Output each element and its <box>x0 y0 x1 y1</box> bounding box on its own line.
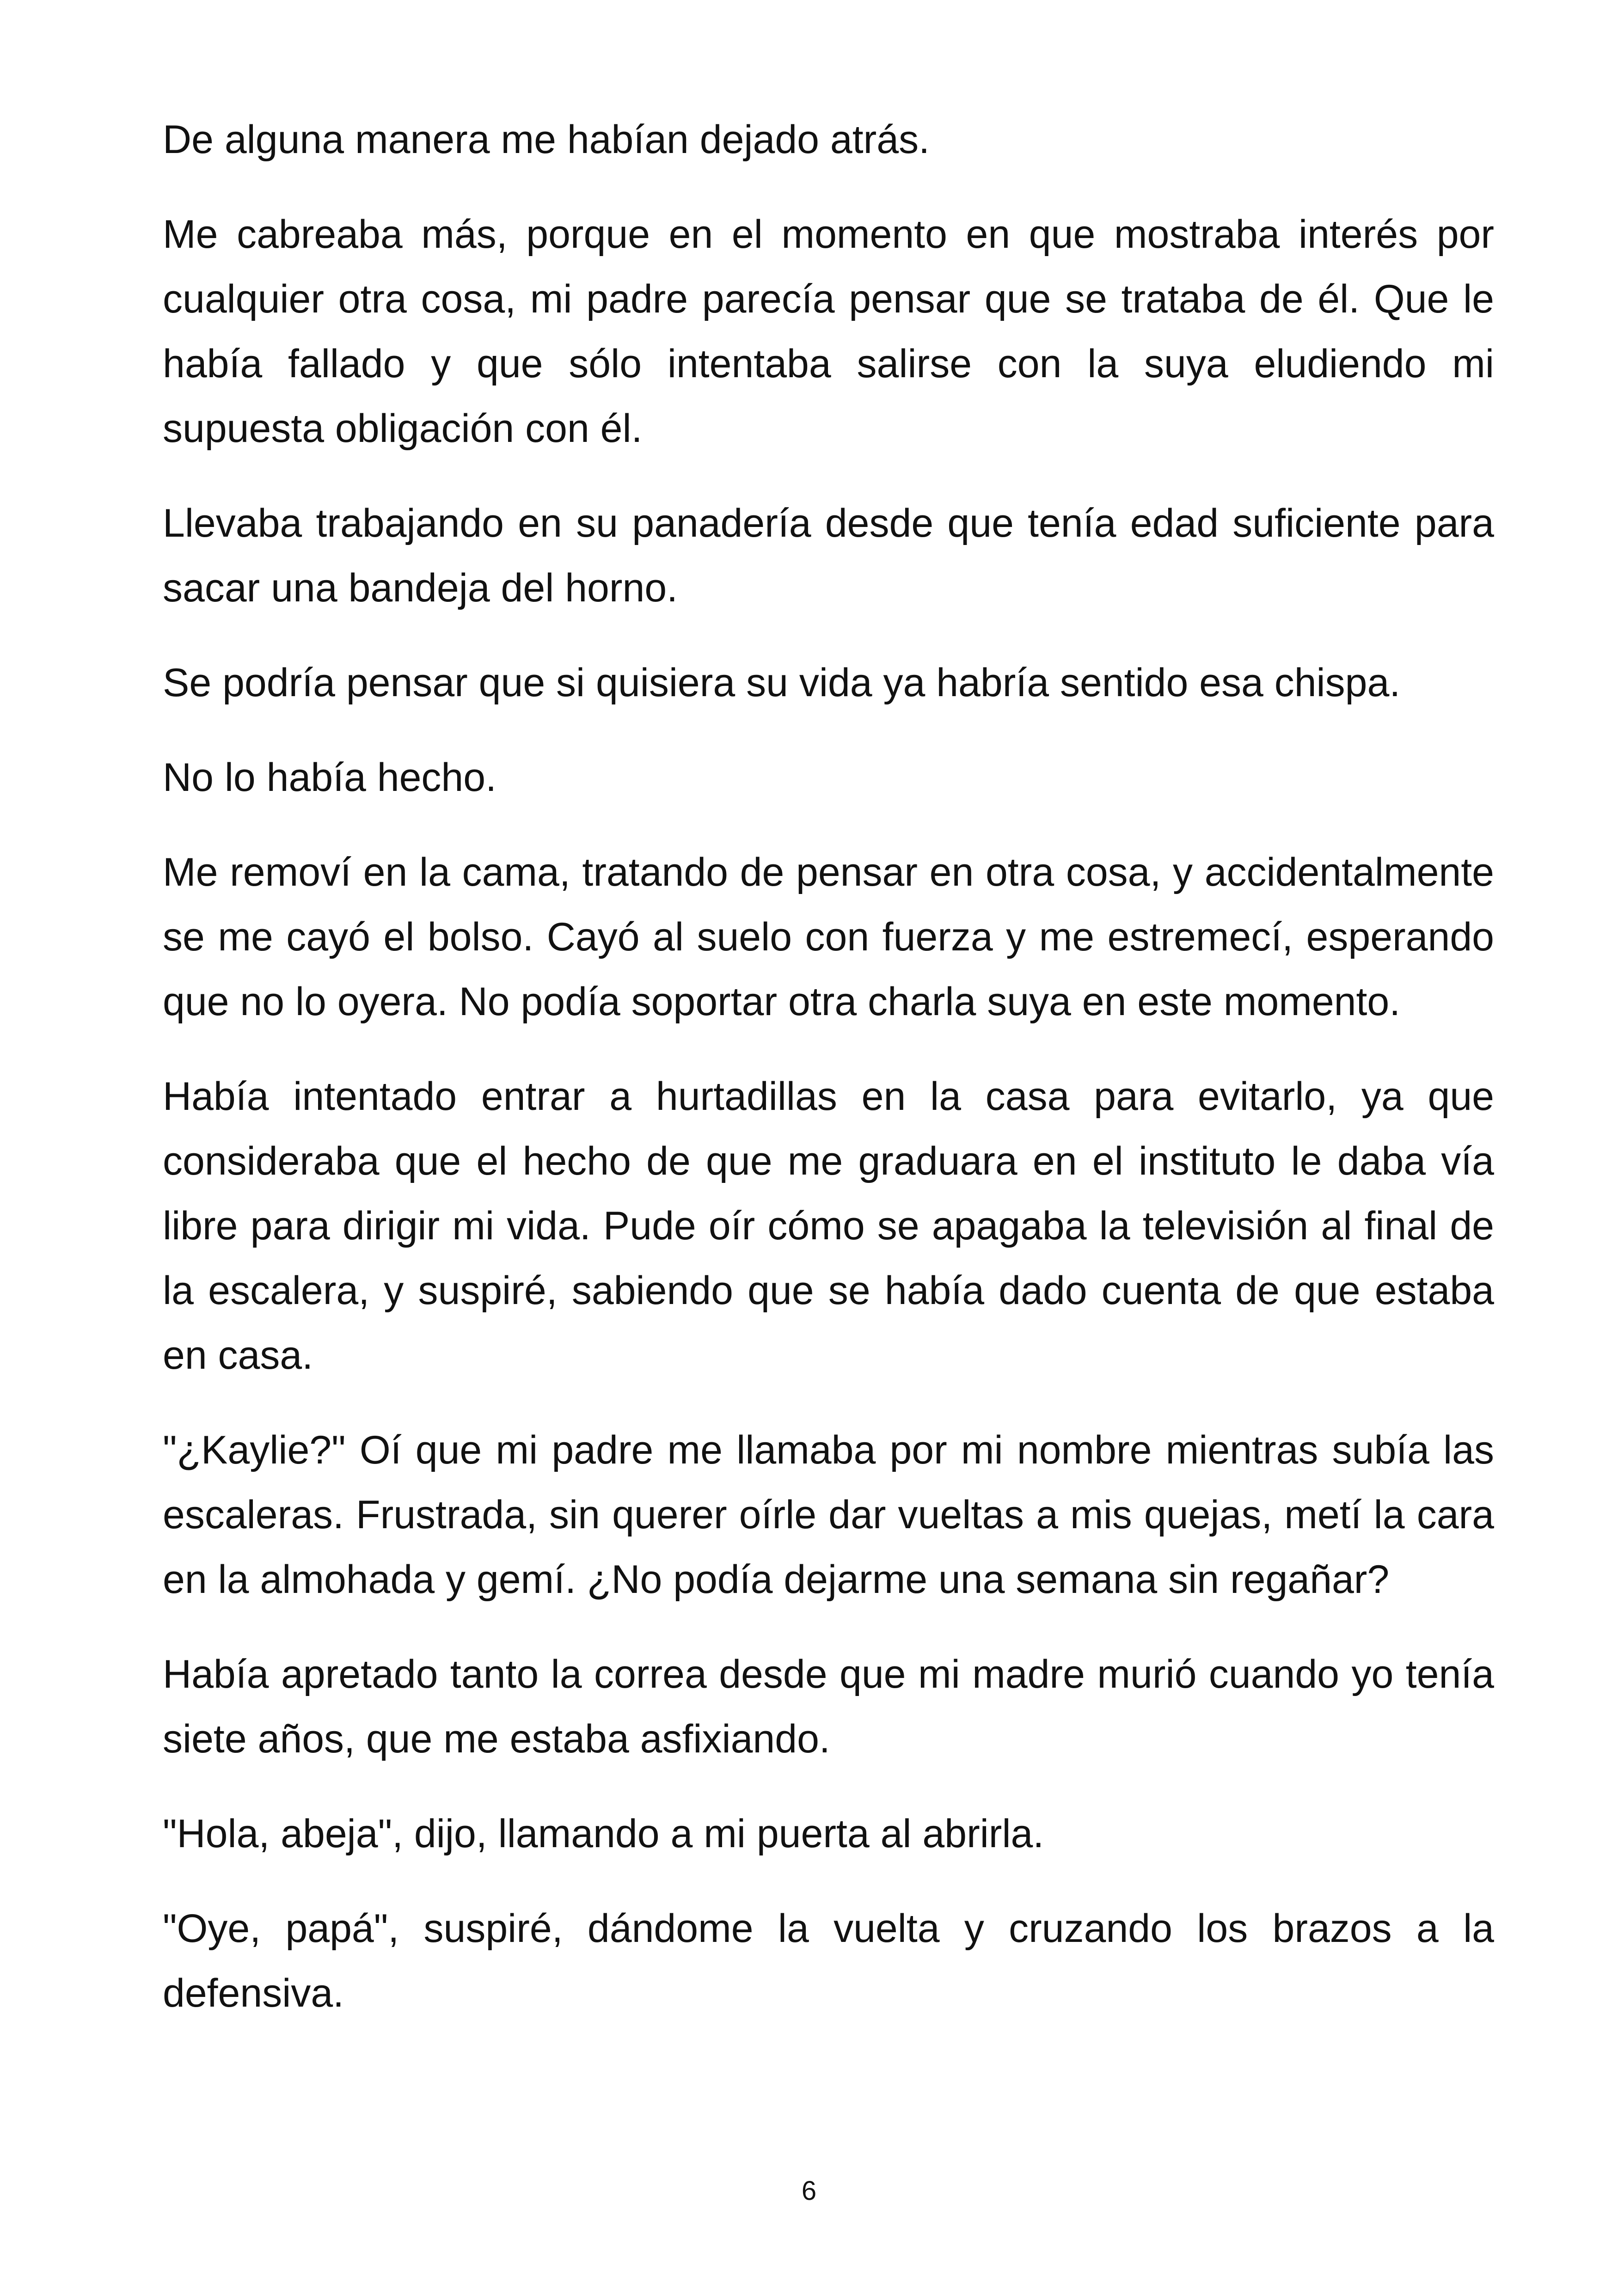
paragraph-7: Había intentado entrar a hurtadillas en la casa para evitarlo, ya que consideraba que el hecho de que me graduara en el instituto le daba vía libre para dirigir mi vida. Pude oír cómo se apagaba la televisión al final de la escalera, y suspiré, sabiendo que se había dado cuenta de que estaba en casa. <box>163 1074 1494 1378</box>
paragraph-10: "Hola, abeja", dijo, llamando a mi puerta al abrirla. <box>163 1812 1044 1856</box>
paragraph-6: Me removí en la cama, tratando de pensar en otra cosa, y accidentalmente se me cayó el bolso. Cayó al suelo con fuerza y me estremecí, esperando que no lo oyera. No podía soportar otra charla suya en este momento. <box>163 850 1494 1024</box>
body-text <box>163 107 1494 2056</box>
paragraph-2: Me cabreaba más, porque en el momento en que mostraba interés por cualquier otra cosa, mi padre parecía pensar que se trataba de él. Que le había fallado y que sólo intentaba salirse con la suya eludiendo mi supuesta obligación con él. <box>163 212 1494 451</box>
paragraph-8: "¿Kaylie?" Oí que mi padre me llamaba por mi nombre mientras subía las escaleras. Frustrada, sin querer oírle dar vueltas a mis quejas, metí la cara en la almohada y gemí. ¿No podía dejarme una semana sin regañar? <box>163 1428 1494 1602</box>
paragraph-11: "Oye, papá", suspiré, dándome la vuelta y cruzando los brazos a la defensiva. <box>163 1906 1494 2015</box>
paragraph-9: Había apretado tanto la correa desde que mi madre murió cuando yo tenía siete años, que me estaba asfixiando. <box>163 1652 1494 1761</box>
paragraph-4: Se podría pensar que si quisiera su vida ya habría sentido esa chispa. <box>163 661 1401 705</box>
paragraph-3: Llevaba trabajando en su panadería desde que tenía edad suficiente para sacar una bandeja del horno. <box>163 501 1494 610</box>
paragraph-1: De alguna manera me habían dejado atrás. <box>163 117 930 162</box>
paragraph-5: No lo había hecho. <box>163 755 496 800</box>
page-number: 6 <box>801 2176 817 2206</box>
